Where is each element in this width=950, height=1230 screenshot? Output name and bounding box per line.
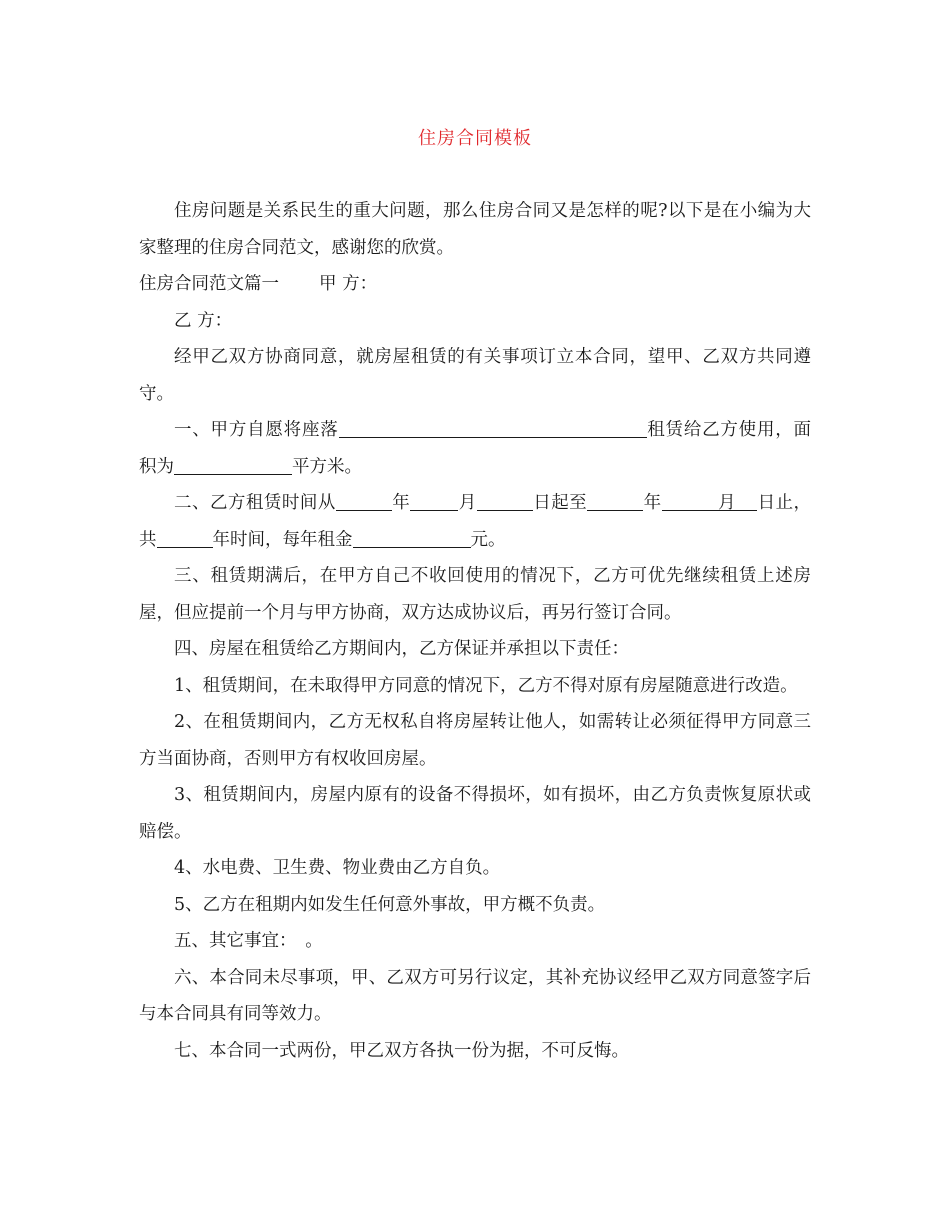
- start-year-blank: [336, 491, 392, 511]
- clause-2-year2: 年: [643, 493, 662, 513]
- clause-2-text-a: 二、乙方租赁时间从: [174, 493, 336, 513]
- intro-paragraph: 住房问题是关系民生的重大问题，那么住房合同又是怎样的呢?以下是在小编为大家整理的住房合同范文，感谢您的欣赏。: [139, 201, 811, 258]
- preamble-paragraph: 经甲乙双方协商同意，就房屋租赁的有关事项订立本合同，望甲、乙双方共同遵守。: [139, 347, 811, 404]
- clause-2-day1: 日起至: [532, 493, 588, 513]
- clause-4-item-1: 1、租赁期间，在未取得甲方同意的情况下，乙方不得对原有房屋随意进行改造。: [174, 675, 798, 696]
- clause-5: 五、其它事宜： 。: [174, 931, 323, 951]
- annual-rent-blank: [353, 528, 471, 548]
- document-title: 住房合同模板: [418, 128, 532, 149]
- start-month-blank: [410, 491, 458, 511]
- clause-2-years: 年时间，每年租金: [212, 529, 353, 550]
- clause-2-day2: 日止，共: [139, 493, 812, 550]
- end-day-blank: [701, 491, 757, 511]
- clause-1-text-c: 平方米。: [292, 456, 362, 477]
- end-year-blank: [587, 491, 643, 511]
- start-day-blank: [477, 491, 533, 511]
- clause-1-text-b: 租赁给乙方使用，面积为: [139, 420, 811, 477]
- location-blank: [339, 418, 647, 438]
- article-heading-line: [139, 266, 811, 303]
- clause-1: [139, 412, 811, 485]
- term-years-blank: [157, 528, 213, 548]
- document-body: [139, 193, 811, 1069]
- clause-4-item-5: 5、乙方在租期内如发生任何意外事故，甲方概不负责。: [174, 894, 606, 915]
- clause-7: 七、本合同一式两份，甲乙双方各执一份为据，不可反悔。: [174, 1040, 629, 1061]
- clause-2: [139, 485, 811, 558]
- party-a-label: 甲 方：: [319, 274, 378, 294]
- clause-2-unit: 元。: [470, 529, 506, 550]
- clause-1-text-a: 一、甲方自愿将座落: [174, 420, 339, 440]
- clause-2-year1: 年: [391, 493, 411, 513]
- clause-2-month2: 月: [717, 493, 737, 513]
- clause-4-item-3: 3、租赁期间内，房屋内原有的设备不得损坏，如有损坏，由乙方负责恢复原状或赔偿。: [139, 785, 811, 842]
- clause-4-item-2: 2、在租赁期间内，乙方无权私自将房屋转让他人，如需转让必须征得甲方同意三方当面协商，否则甲方有权收回房屋。: [139, 712, 811, 769]
- party-b-label: 乙 方：: [174, 310, 233, 331]
- article-heading: 住房合同范文篇一: [139, 274, 279, 294]
- area-blank: [174, 455, 292, 475]
- clause-2-month1: 月: [458, 493, 477, 513]
- clause-4-item-4: 4、水电费、卫生费、物业费由乙方自负。: [174, 858, 501, 878]
- clause-3: 三、租赁期满后，在甲方自己不收回使用的情况下，乙方可优先继续租赁上述房屋，但应提前一个月与甲方协商，双方达成协议后，再另行签订合同。: [139, 566, 811, 623]
- clause-4: 四、房屋在租赁给乙方期间内，乙方保证并承担以下责任：: [174, 639, 629, 659]
- clause-6: 六、本合同未尽事项，甲、乙双方可另行议定，其补充协议经甲乙双方同意签字后与本合同具有同等效力。: [139, 967, 811, 1024]
